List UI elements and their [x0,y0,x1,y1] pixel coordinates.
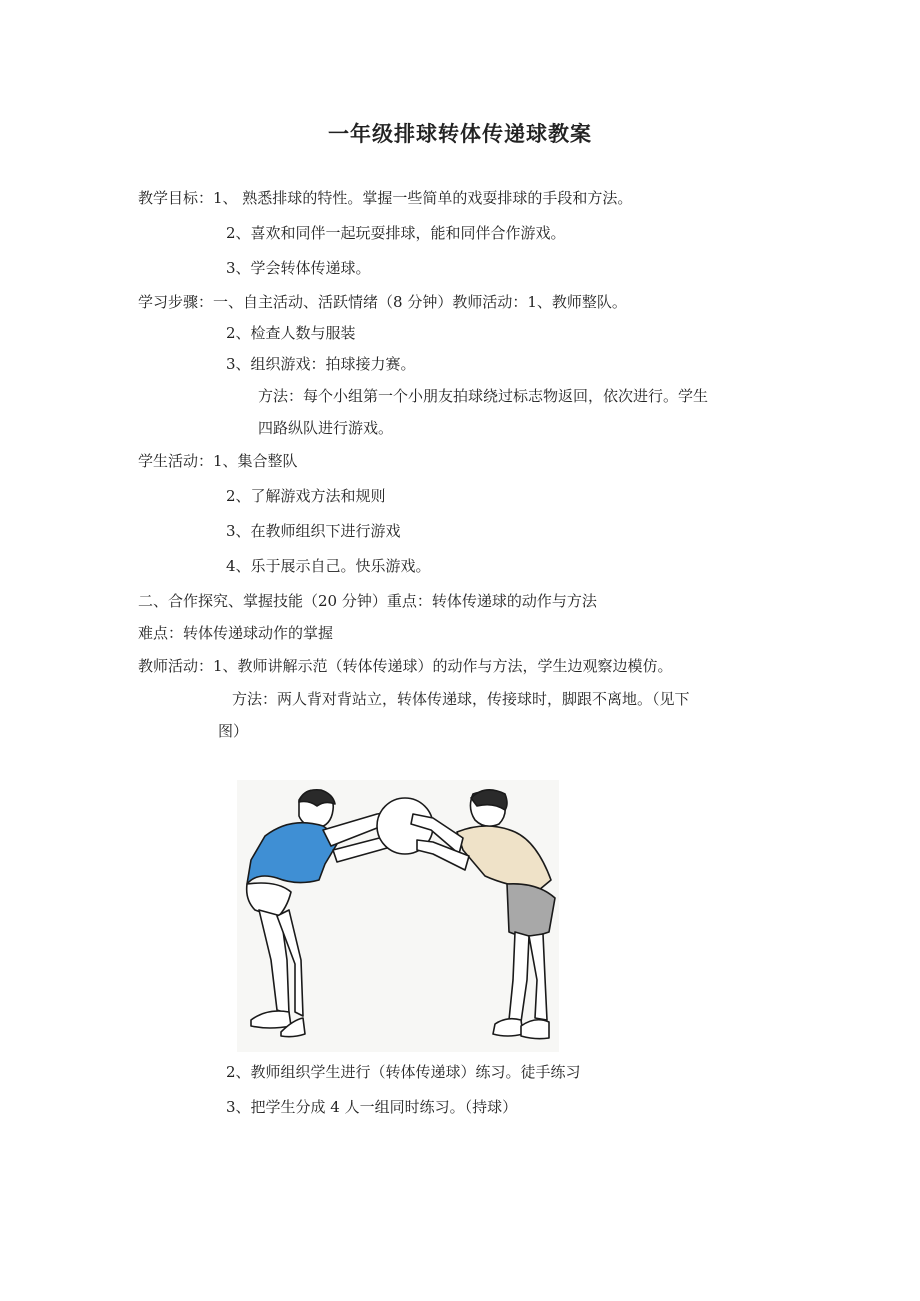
learning-step-2: 2、检查人数与服装 [226,324,356,342]
teacher-activity-2: 2、教师组织学生进行（转体传递球）练习。徒手练习 [226,1063,581,1081]
teaching-goal-3: 3、学会转体传递球。 [226,259,371,277]
teaching-goal-2: 2、喜欢和同伴一起玩耍排球，能和同伴合作游戏。 [226,224,566,242]
right-child-shorts [507,884,555,936]
pass-method-line-1: 方法：两人背对背站立，转体传递球，传接球时，脚跟不离地。（见下 [232,690,690,708]
right-child-leg-2 [529,934,547,1020]
twist-pass-illustration [237,780,559,1052]
student-activity-1: 学生活动：1、集合整队 [138,452,298,470]
teacher-activity-1: 教师活动：1、教师讲解示范（转体传递球）的动作与方法，学生边观察边模仿。 [138,657,673,675]
game-method-line-1: 方法：每个小组第一个小朋友拍球绕过标志物返回，依次进行。学生 [258,387,709,405]
pass-method-line-2: 图） [218,722,249,740]
teacher-activity-3: 3、把学生分成 4 人一组同时练习。（持球） [226,1098,518,1116]
right-child-leg-1 [509,932,529,1022]
right-child-shirt [457,826,551,890]
left-child-shoe-1 [251,1011,291,1028]
section-2-heading: 二、合作探究、掌握技能（20 分钟）重点：转体传递球的动作与方法 [138,592,597,610]
learning-step-1: 学习步骤：一、自主活动、活跃情绪（8 分钟）教师活动：1、教师整队。 [138,293,627,311]
twist-pass-drawing [237,780,559,1052]
right-child-shoe-2 [521,1020,549,1039]
game-method-line-2: 四路纵队进行游戏。 [258,419,394,437]
teaching-goal-1: 教学目标：1、 熟悉排球的特性。掌握一些简单的戏耍排球的手段和方法。 [138,189,633,207]
difficulty-point: 难点：转体传递球动作的掌握 [138,624,334,642]
learning-step-3: 3、组织游戏：拍球接力赛。 [226,355,416,373]
right-child-shoe-1 [493,1019,523,1036]
student-activity-3: 3、在教师组织下进行游戏 [226,522,401,540]
document-title: 一年级排球转体传递球教案 [328,122,592,146]
student-activity-2: 2、了解游戏方法和规则 [226,487,386,505]
student-activity-4: 4、乐于展示自己。快乐游戏。 [226,557,431,575]
